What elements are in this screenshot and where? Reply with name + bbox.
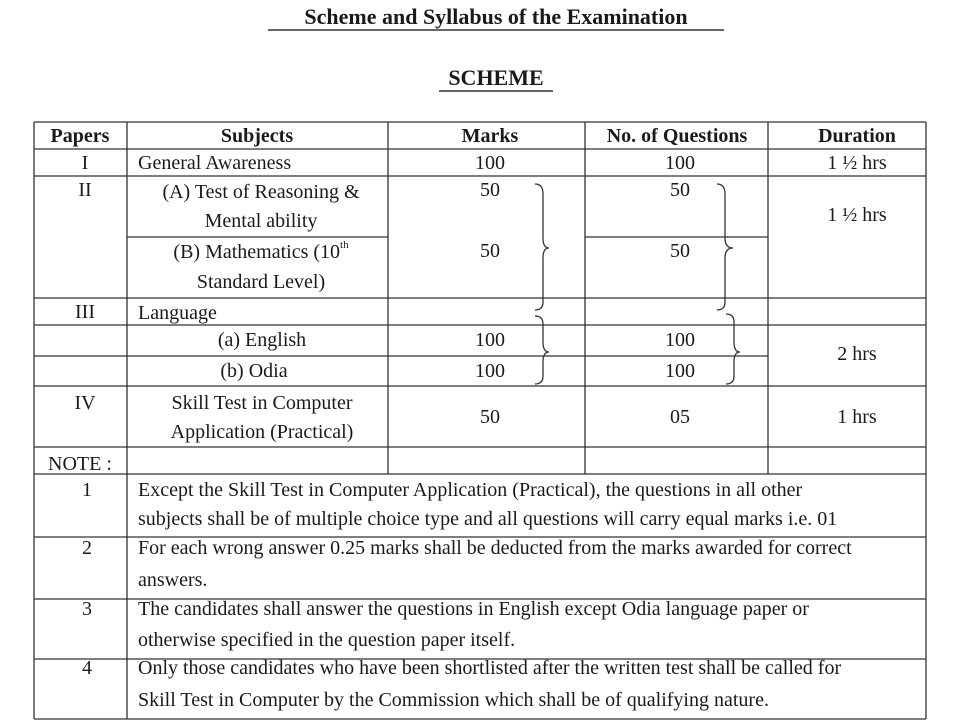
note-text: otherwise specified in the question paper itself. [138, 629, 516, 651]
marks: 50 [480, 406, 500, 428]
header-subjects: Subjects [220, 125, 294, 147]
brace-marks-ii [535, 184, 549, 310]
subject: (A) Test of Reasoning & [162, 181, 360, 203]
duration: 1 ½ hrs [827, 152, 887, 174]
header-questions: No. of Questions [606, 125, 748, 147]
questions: 05 [670, 406, 690, 428]
note-label: NOTE : [48, 453, 112, 475]
note-text: Only those candidates who have been shortlisted after the written test shall be called for [138, 657, 842, 679]
paper-number: II [78, 179, 92, 201]
subject: (a) English [217, 329, 307, 351]
questions: 50 [670, 240, 690, 262]
brace-questions-iii [726, 314, 740, 384]
subject: (b) Odia [220, 360, 288, 382]
subject: Mental ability [204, 210, 318, 232]
brace-marks-iii [535, 316, 549, 384]
paper-number: I [81, 152, 89, 174]
section-title: SCHEME [448, 65, 544, 90]
note-number: 3 [82, 598, 92, 620]
header-duration: Duration [818, 125, 896, 147]
note-number: 1 [82, 479, 92, 501]
subject: General Awareness [138, 152, 292, 174]
marks: 50 [480, 179, 500, 201]
note-text: answers. [138, 569, 208, 591]
paper-number: III [75, 301, 95, 323]
superscript: th [340, 239, 349, 251]
questions: 100 [665, 152, 695, 174]
questions: 100 [665, 360, 695, 382]
duration: 2 hrs [837, 343, 877, 365]
marks: 50 [480, 240, 500, 262]
note-number: 2 [82, 537, 92, 559]
page-title: Scheme and Syllabus of the Examination [304, 4, 688, 29]
note-text: The candidates shall answer the questions in English except Odia language paper or [138, 598, 809, 620]
note-text: Except the Skill Test in Computer Application (Practical), the questions in all other [138, 479, 803, 501]
duration: 1 ½ hrs [827, 204, 887, 226]
marks: 100 [475, 360, 505, 382]
duration: 1 hrs [837, 406, 877, 428]
subject: Language [138, 302, 217, 324]
paper-number: IV [74, 392, 96, 414]
subject: Standard Level) [196, 271, 326, 293]
questions: 100 [665, 329, 695, 351]
header-papers: Papers [50, 125, 110, 147]
subject [173, 240, 348, 264]
marks: 100 [475, 152, 505, 174]
note-number: 4 [82, 657, 92, 679]
questions: 50 [670, 179, 690, 201]
subject: Application (Practical) [170, 421, 354, 443]
header-marks: Marks [461, 125, 519, 147]
marks: 100 [475, 329, 505, 351]
subject-text: (B) Mathematics (10 [173, 241, 341, 263]
brace-questions-ii [717, 184, 733, 310]
note-text: Skill Test in Computer by the Commission which shall be of qualifying nature. [138, 689, 769, 711]
note-text: subjects shall be of multiple choice type and all questions will carry equal marks i.e. 01 [138, 508, 838, 530]
subject: Skill Test in Computer [171, 392, 353, 414]
note-text: For each wrong answer 0.25 marks shall be deducted from the marks awarded for correct [138, 537, 852, 559]
